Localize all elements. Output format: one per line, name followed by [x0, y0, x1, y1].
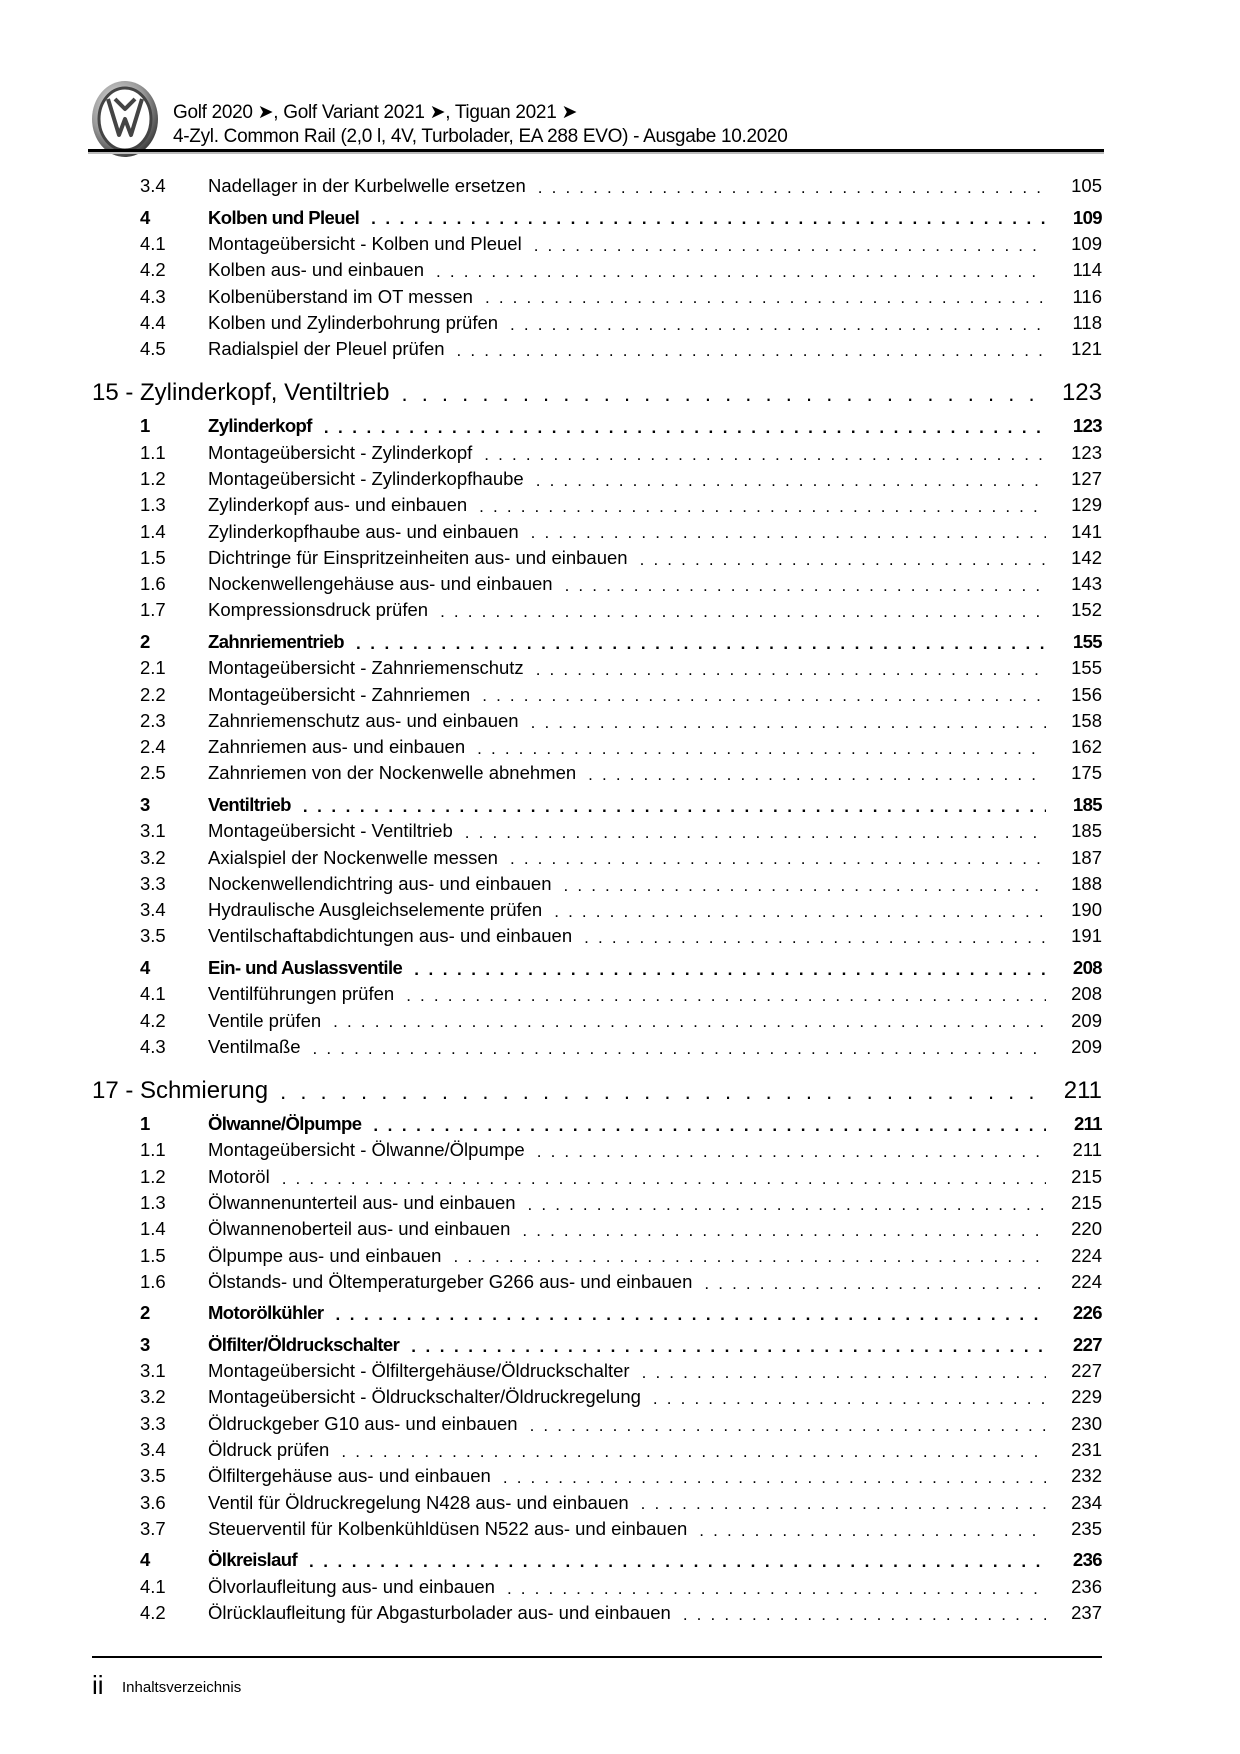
- toc-entry-page: 116: [1072, 285, 1102, 307]
- toc-entry-title: Ölwanne/Ölpumpe: [208, 1113, 362, 1135]
- toc-entry[interactable]: [0, 1463, 1240, 1489]
- toc-section[interactable]: [0, 1111, 1240, 1137]
- toc-entry-title: Ventiltrieb: [208, 793, 291, 815]
- toc-entry-number: 3: [140, 1333, 150, 1355]
- toc-entry[interactable]: [0, 844, 1240, 870]
- toc-entry-page: 191: [1071, 925, 1102, 947]
- dot-leader: [699, 1519, 1046, 1539]
- toc-section[interactable]: [0, 1547, 1240, 1573]
- toc-entry-number: 1.4: [140, 520, 166, 542]
- toc-entry-title: Öldruck prüfen: [208, 1439, 330, 1461]
- footer-label: Inhaltsverzeichnis: [122, 1679, 242, 1696]
- toc-entry[interactable]: [0, 1489, 1240, 1515]
- dot-leader: [531, 521, 1046, 541]
- dot-leader: [373, 1114, 1046, 1134]
- toc-entry-title: Motorölkühler: [208, 1302, 324, 1324]
- toc-entry-number: 4.2: [140, 1602, 166, 1623]
- toc-section[interactable]: [0, 629, 1240, 655]
- toc-entry[interactable]: [0, 597, 1240, 623]
- dot-leader: [436, 260, 1046, 280]
- toc-entry[interactable]: [0, 1358, 1240, 1384]
- toc-entry-number: 3.2: [140, 846, 166, 868]
- toc-entry-number: 1.5: [140, 1244, 166, 1266]
- dot-leader: [641, 1492, 1046, 1512]
- dot-leader: [440, 600, 1046, 620]
- toc-section[interactable]: [0, 204, 1240, 230]
- toc-entry-title: Motoröl: [208, 1165, 270, 1187]
- toc-entry-title: Ölstands- und Öltemperaturgeber G266 aus- und einbauen: [208, 1270, 693, 1292]
- toc-entry-number: 1.3: [140, 1191, 166, 1213]
- toc-entry-page: 155: [1072, 630, 1102, 652]
- toc-entry-number: 2.2: [140, 683, 166, 705]
- toc-section[interactable]: [0, 413, 1240, 439]
- toc-entry-number: 4: [140, 1549, 150, 1571]
- toc-entry[interactable]: [0, 1269, 1240, 1295]
- dot-leader: [588, 763, 1046, 783]
- toc-entry-number: 4.3: [140, 1035, 166, 1057]
- dot-leader: [482, 684, 1046, 704]
- toc-entry-number: 2: [140, 1302, 150, 1324]
- dot-leader: [522, 1219, 1046, 1239]
- toc-entry-number: 1.1: [140, 1139, 166, 1161]
- toc-entry-page: 185: [1071, 820, 1102, 842]
- toc-entry-number: 4.1: [140, 983, 166, 1005]
- toc-entry-title: Nockenwellengehäuse aus- und einbauen: [208, 573, 553, 595]
- toc-entry[interactable]: [0, 760, 1240, 786]
- toc-entry-title: Steuerventil für Kolbenkühldüsen N522 aus- und einbauen: [208, 1517, 688, 1539]
- toc-entry-title: Zylinderkopf: [208, 415, 312, 437]
- toc-entry[interactable]: [0, 310, 1240, 336]
- toc-entry-number: 1: [140, 415, 150, 437]
- toc-entry[interactable]: [0, 897, 1240, 923]
- toc-entry-title: Dichtringe für Einspritzeinheiten aus- und einbauen: [208, 546, 628, 568]
- toc-entry-title: Kompressionsdruck prüfen: [208, 599, 429, 621]
- dot-leader: [530, 1414, 1046, 1434]
- toc-entry-title: Kolben und Pleuel: [208, 206, 360, 228]
- toc-entry-page: 235: [1071, 1517, 1102, 1539]
- toc-entry-number: 2.5: [140, 762, 166, 784]
- toc-entry-title: Radialspiel der Pleuel prüfen: [208, 338, 445, 360]
- toc-entry-page: 127: [1071, 468, 1102, 489]
- toc-entry-page: 188: [1071, 872, 1102, 894]
- toc-entry-number: 3.4: [140, 1439, 166, 1461]
- toc-entry-number: 3.7: [140, 1517, 166, 1539]
- toc-entry[interactable]: [0, 1137, 1240, 1163]
- toc-entry[interactable]: [0, 173, 1240, 199]
- toc-entry-title: Zahnriemenschutz aus- und einbauen: [208, 709, 519, 731]
- toc-entry-number: 4.2: [140, 1009, 166, 1031]
- toc-entry-title: Zylinderkopf aus- und einbauen: [208, 494, 468, 516]
- dot-leader: [457, 339, 1046, 359]
- dot-leader: [371, 207, 1046, 227]
- toc-entry-page: 237: [1071, 1602, 1102, 1623]
- toc-entry-title: Ölfiltergehäuse aus- und einbauen: [208, 1465, 491, 1487]
- toc-entry-number: 3.3: [140, 1412, 166, 1434]
- toc-entry-page: 208: [1071, 983, 1102, 1005]
- dot-leader: [536, 469, 1046, 489]
- toc-entry-page: 175: [1071, 762, 1102, 784]
- toc-entry-number: 4.3: [140, 285, 166, 307]
- toc-entry-page: 190: [1071, 899, 1102, 921]
- dot-leader: [414, 958, 1046, 978]
- dot-leader: [411, 1335, 1046, 1355]
- toc-entry[interactable]: [0, 871, 1240, 897]
- toc-entry-title: Montageübersicht - Ölwanne/Ölpumpe: [208, 1139, 525, 1161]
- dot-leader: [280, 1078, 1046, 1104]
- toc-entry-page: 224: [1071, 1270, 1102, 1292]
- toc-entry-title: Montageübersicht - Zahnriemen: [208, 683, 471, 705]
- toc-entry-title: Ölkreislauf: [208, 1549, 298, 1571]
- dot-leader: [484, 443, 1046, 463]
- dot-leader: [554, 900, 1046, 920]
- toc-entry-title: Ölpumpe aus- und einbauen: [208, 1244, 442, 1266]
- toc-entry-title: Nadellager in der Kurbelwelle ersetzen: [208, 175, 526, 197]
- toc-entry-title: Montageübersicht - Kolben und Pleuel: [208, 232, 522, 254]
- dot-leader: [406, 984, 1046, 1004]
- dot-leader: [477, 737, 1046, 757]
- toc-entry-page: 229: [1071, 1386, 1102, 1408]
- toc-entry[interactable]: [0, 1216, 1240, 1242]
- toc-entry[interactable]: [0, 1516, 1240, 1542]
- toc-entry-page: 152: [1071, 599, 1102, 621]
- toc-entry[interactable]: [0, 257, 1240, 283]
- toc-entry-number: 1.2: [140, 1165, 166, 1187]
- toc-entry-page: 209: [1071, 1009, 1102, 1031]
- dot-leader: [536, 658, 1046, 678]
- toc-entry-number: 1.5: [140, 546, 166, 568]
- toc-entry-title: Axialspiel der Nockenwelle messen: [208, 846, 498, 868]
- toc-entry-page: 231: [1071, 1439, 1102, 1461]
- toc-entry-number: 3.2: [140, 1386, 166, 1408]
- toc-entry-title: Montageübersicht - Zylinderkopf: [208, 441, 473, 463]
- toc-entry[interactable]: [0, 1242, 1240, 1268]
- toc-section[interactable]: [0, 792, 1240, 818]
- toc-entry-number: 1.6: [140, 1270, 166, 1292]
- toc-entry-number: 4.1: [140, 1575, 166, 1597]
- toc-entry-page: 226: [1072, 1302, 1102, 1324]
- dot-leader: [642, 1361, 1046, 1381]
- toc-entry-title: Montageübersicht - Zylinderkopfhaube: [208, 468, 524, 489]
- toc-entry-title: 15 - Zylinderkopf, Ventiltrieb: [92, 379, 390, 407]
- toc-entry-number: 3.1: [140, 1360, 166, 1382]
- toc-entry-number: 2.1: [140, 657, 166, 679]
- toc-entry-number: 4.4: [140, 311, 166, 333]
- dot-leader: [531, 711, 1046, 731]
- toc-entry-number: 1.1: [140, 441, 166, 463]
- toc-entry[interactable]: [0, 1574, 1240, 1600]
- toc-entry[interactable]: [0, 681, 1240, 707]
- toc-entry-page: 232: [1071, 1465, 1102, 1487]
- dot-leader: [282, 1167, 1046, 1187]
- toc-entry-page: 162: [1071, 736, 1102, 758]
- toc-entry-page: 123: [1071, 441, 1102, 463]
- toc-entry[interactable]: [0, 818, 1240, 844]
- vw-logo: [90, 79, 160, 159]
- toc-entry-page: 215: [1071, 1191, 1102, 1213]
- toc-entry-title: Montageübersicht - Öldruckschalter/Öldruckregelung: [208, 1386, 641, 1408]
- toc-entry-title: Ventilmaße: [208, 1035, 301, 1057]
- dot-leader: [528, 1193, 1046, 1213]
- toc-entry-number: 1.3: [140, 494, 166, 516]
- toc-entry-title: Zahnriemen aus- und einbauen: [208, 736, 466, 758]
- dot-leader: [309, 1550, 1046, 1570]
- toc-entry-title: Ventilschaftabdichtungen aus- und einbauen: [208, 925, 573, 947]
- toc-entry-page: 211: [1073, 1113, 1102, 1135]
- toc-entry-title: Ventile prüfen: [208, 1009, 322, 1031]
- dot-leader: [584, 926, 1046, 946]
- toc-entry[interactable]: [0, 1007, 1240, 1033]
- dot-leader: [704, 1272, 1046, 1292]
- dot-leader: [534, 234, 1046, 254]
- toc-entry-page: 129: [1071, 494, 1102, 516]
- toc-entry-page: 123: [1072, 415, 1102, 437]
- dot-leader: [485, 286, 1046, 306]
- toc-entry-page: 220: [1071, 1218, 1102, 1240]
- dot-leader: [510, 313, 1046, 333]
- header-models: Golf 2020 ➤, Golf Variant 2021 ➤, Tiguan 2021 ➤: [173, 102, 578, 123]
- toc-entry[interactable]: [0, 1384, 1240, 1410]
- toc-entry-title: Zylinderkopfhaube aus- und einbauen: [208, 520, 519, 542]
- toc-entry-title: Ölrücklaufleitung für Abgasturbolader aus- und einbauen: [208, 1602, 671, 1623]
- toc-entry-number: 4.2: [140, 259, 166, 281]
- toc-entry-number: 1: [140, 1113, 150, 1135]
- toc-entry[interactable]: [0, 231, 1240, 257]
- toc-entry[interactable]: [0, 283, 1240, 309]
- toc-entry-page: 227: [1072, 1333, 1102, 1355]
- dot-leader: [503, 1466, 1046, 1486]
- toc-entry-title: 17 - Schmierung: [92, 1076, 269, 1104]
- toc-entry-page: 109: [1071, 232, 1102, 254]
- toc-entry[interactable]: [0, 571, 1240, 597]
- dot-leader: [565, 574, 1046, 594]
- dot-leader: [356, 632, 1046, 652]
- toc-entry[interactable]: [0, 518, 1240, 544]
- toc-entry-number: 3.1: [140, 820, 166, 842]
- toc-entry-page: 209: [1071, 1035, 1102, 1057]
- toc-section[interactable]: [0, 955, 1240, 981]
- dot-leader: [653, 1387, 1046, 1407]
- toc-entry-title: Montageübersicht - Ventiltrieb: [208, 820, 453, 842]
- toc-entry-number: 3.5: [140, 925, 166, 947]
- toc-entry-page: 114: [1072, 259, 1102, 281]
- toc-entry[interactable]: [0, 440, 1240, 466]
- toc-entry-page: 211: [1063, 1076, 1102, 1104]
- toc-entry-page: 118: [1072, 311, 1102, 333]
- toc-entry[interactable]: [0, 1190, 1240, 1216]
- dot-leader: [640, 548, 1046, 568]
- toc-entry-number: 4: [140, 956, 150, 978]
- dot-leader: [538, 176, 1046, 196]
- toc-entry[interactable]: [0, 981, 1240, 1007]
- toc-entry-title: Hydraulische Ausgleichselemente prüfen: [208, 899, 543, 921]
- toc-chapter[interactable]: [0, 376, 1240, 410]
- toc-entry-number: 4.5: [140, 338, 166, 360]
- toc-entry-number: 3.6: [140, 1491, 166, 1513]
- toc-entry[interactable]: [0, 923, 1240, 949]
- toc-entry[interactable]: [0, 1164, 1240, 1190]
- toc-entry-page: 230: [1071, 1412, 1102, 1434]
- dot-leader: [479, 495, 1046, 515]
- toc-entry-page: 121: [1071, 338, 1102, 360]
- toc-entry-page: 236: [1071, 1575, 1102, 1597]
- toc-entry-title: Zahnriemen von der Nockenwelle abnehmen: [208, 762, 577, 784]
- toc-entry-title: Ölfilter/Öldruckschalter: [208, 1333, 400, 1355]
- footer-rule: [92, 1656, 1102, 1658]
- toc-entry-title: Montageübersicht - Zahnriemenschutz: [208, 657, 524, 679]
- footer-page-number: ii: [92, 1670, 104, 1700]
- toc-entry-title: Zahnriementrieb: [208, 630, 344, 652]
- dot-leader: [336, 1303, 1046, 1323]
- toc-entry-number: 1.6: [140, 573, 166, 595]
- dot-leader: [324, 416, 1046, 436]
- toc-entry-page: 224: [1071, 1244, 1102, 1266]
- toc-entry-title: Öldruckgeber G10 aus- und einbauen: [208, 1412, 518, 1434]
- dot-leader: [341, 1440, 1046, 1460]
- toc-entry-page: 208: [1072, 956, 1102, 978]
- toc-entry-page: 142: [1071, 546, 1102, 568]
- toc-entry-number: 1.4: [140, 1218, 166, 1240]
- toc-entry-page: 234: [1071, 1491, 1102, 1513]
- toc-entry-page: 236: [1072, 1549, 1102, 1571]
- toc-entry-page: 156: [1071, 683, 1102, 705]
- toc-entry-number: 2.3: [140, 709, 166, 731]
- toc-entry[interactable]: [0, 1034, 1240, 1060]
- toc-entry-title: Ventil für Öldruckregelung N428 aus- und einbauen: [208, 1491, 629, 1513]
- header-rule-shadow: [88, 152, 1104, 154]
- dot-leader: [313, 1037, 1046, 1057]
- toc-section[interactable]: [0, 1300, 1240, 1326]
- dot-leader: [507, 1577, 1046, 1597]
- header-engine: 4-Zyl. Common Rail (2,0 l, 4V, Turbolader, EA 288 EVO) - Ausgabe 10.2020: [173, 126, 788, 147]
- toc-entry-title: Ein- und Auslassventile: [208, 956, 403, 978]
- toc-entry-title: Kolben aus- und einbauen: [208, 259, 425, 281]
- toc-entry[interactable]: [0, 1437, 1240, 1463]
- dot-leader: [401, 380, 1046, 406]
- toc-entry-number: 4.1: [140, 232, 166, 254]
- toc-entry-number: 2.4: [140, 736, 166, 758]
- toc-entry[interactable]: [0, 655, 1240, 681]
- toc-chapter[interactable]: [0, 1074, 1240, 1108]
- toc-entry[interactable]: [0, 734, 1240, 760]
- toc-entry-number: 3.4: [140, 175, 166, 197]
- toc-entry-title: Ölwannenoberteil aus- und einbauen: [208, 1218, 511, 1240]
- toc-entry-number: 1.7: [140, 599, 166, 621]
- dot-leader: [537, 1140, 1046, 1160]
- toc-entry[interactable]: [0, 336, 1240, 362]
- toc-entry-page: 187: [1071, 846, 1102, 868]
- toc-entry-number: 3.3: [140, 872, 166, 894]
- toc-entry-title: Nockenwellendichtring aus- und einbauen: [208, 872, 552, 894]
- toc-entry-number: 2: [140, 630, 150, 652]
- toc-entry-number: 4: [140, 206, 150, 228]
- toc-entry[interactable]: [0, 492, 1240, 518]
- dot-leader: [683, 1603, 1046, 1623]
- toc-entry[interactable]: [0, 1411, 1240, 1437]
- toc-entry[interactable]: [0, 466, 1240, 492]
- dot-leader: [453, 1245, 1046, 1265]
- dot-leader: [333, 1010, 1046, 1030]
- toc-entry-page: 109: [1072, 206, 1102, 228]
- toc-entry-page: 155: [1071, 657, 1102, 679]
- toc-entry-title: Kolbenüberstand im OT messen: [208, 285, 473, 307]
- toc-entry[interactable]: [0, 1600, 1240, 1626]
- toc-entry[interactable]: [0, 545, 1240, 571]
- toc-entry-page: 185: [1072, 793, 1102, 815]
- toc-entry-title: Ventilführungen prüfen: [208, 983, 395, 1005]
- dot-leader: [564, 874, 1046, 894]
- dot-leader: [510, 847, 1046, 867]
- toc-entry-title: Montageübersicht - Ölfiltergehäuse/Öldruckschalter: [208, 1360, 630, 1382]
- toc-entry-number: 1.2: [140, 468, 166, 489]
- toc-entry-title: Kolben und Zylinderbohrung prüfen: [208, 311, 499, 333]
- toc-entry-page: 123: [1061, 379, 1102, 407]
- dot-leader: [303, 795, 1046, 815]
- toc-entry-page: 227: [1071, 1360, 1102, 1382]
- toc-entry-page: 105: [1071, 175, 1102, 197]
- toc-section[interactable]: [0, 1332, 1240, 1358]
- toc-entry-page: 211: [1072, 1139, 1102, 1161]
- toc-entry-number: 3.5: [140, 1465, 166, 1487]
- toc-entry-page: 158: [1071, 709, 1102, 731]
- toc-entry-page: 141: [1071, 520, 1102, 542]
- toc-entry-page: 143: [1071, 573, 1102, 595]
- table-of-contents: [0, 173, 1240, 1626]
- dot-leader: [465, 821, 1046, 841]
- toc-entry-title: Ölvorlaufleitung aus- und einbauen: [208, 1575, 495, 1597]
- toc-entry[interactable]: [0, 708, 1240, 734]
- toc-entry-number: 3.4: [140, 899, 166, 921]
- toc-entry-page: 215: [1071, 1165, 1102, 1187]
- toc-entry-number: 3: [140, 793, 150, 815]
- toc-entry-title: Ölwannenunterteil aus- und einbauen: [208, 1191, 516, 1213]
